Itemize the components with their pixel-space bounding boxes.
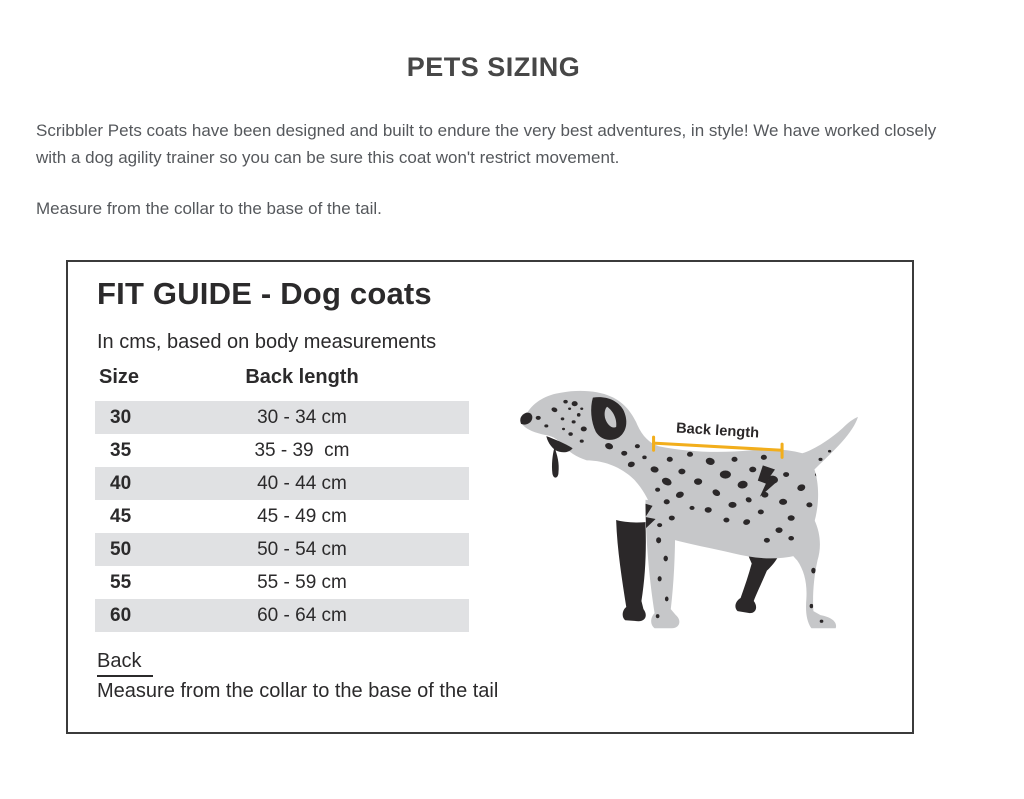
column-header-size: Size (99, 366, 140, 388)
page-title: PETS SIZING (406, 52, 581, 82)
back-length-cell: 35 - 39 cm (254, 439, 350, 461)
size-table-body (95, 401, 469, 632)
dog-diagram (518, 388, 862, 644)
fit-guide-heading: FIT GUIDE - Dog coats (97, 276, 432, 311)
size-cell: 30 (110, 406, 132, 428)
table-row (95, 599, 469, 632)
dog-near-hind-leg (766, 490, 836, 629)
size-cell: 40 (110, 472, 132, 494)
back-length-cell: 45 - 49 cm (257, 505, 347, 527)
table-row (95, 500, 469, 533)
intro-paragraph: Scribbler Pets coats have been designed and built to endure the very best adventures, in style! We have worked closely with a dog agility trainer so you can be sure this coat won't restrict movement. (36, 121, 937, 167)
back-length-cell: 50 - 54 cm (257, 538, 347, 560)
table-row (95, 533, 469, 566)
table-row (95, 566, 469, 599)
table-row (95, 467, 469, 500)
size-table-header (97, 366, 471, 389)
table-row (95, 401, 469, 434)
pets-sizing-page (36, 0, 988, 734)
back-length-cell: 55 - 59 cm (257, 571, 347, 593)
size-cell: 60 (110, 604, 132, 626)
dog-far-front-leg (616, 520, 646, 621)
measure-instruction: Measure from the collar to the base of the tail. (36, 199, 382, 218)
size-cell: 55 (110, 571, 132, 593)
fit-guide-panel (66, 260, 914, 734)
dog-tongue (552, 447, 559, 477)
dog-illustration (518, 388, 862, 644)
column-header-back-length: Back length (245, 366, 359, 388)
size-cell: 50 (110, 538, 132, 560)
back-length-cell: 30 - 34 cm (257, 406, 347, 428)
back-length-cell: 60 - 64 cm (257, 604, 347, 626)
fit-guide-subheading: In cms, based on body measurements (97, 331, 437, 353)
back-label: Back (97, 650, 153, 677)
size-cell: 35 (110, 439, 132, 461)
back-length-cell: 40 - 44 cm (257, 472, 347, 494)
size-cell: 45 (110, 505, 132, 527)
back-length-label: Back length (675, 420, 760, 442)
table-row (95, 434, 469, 467)
fit-guide-note: Measure from the collar to the base of the tail (97, 680, 499, 702)
